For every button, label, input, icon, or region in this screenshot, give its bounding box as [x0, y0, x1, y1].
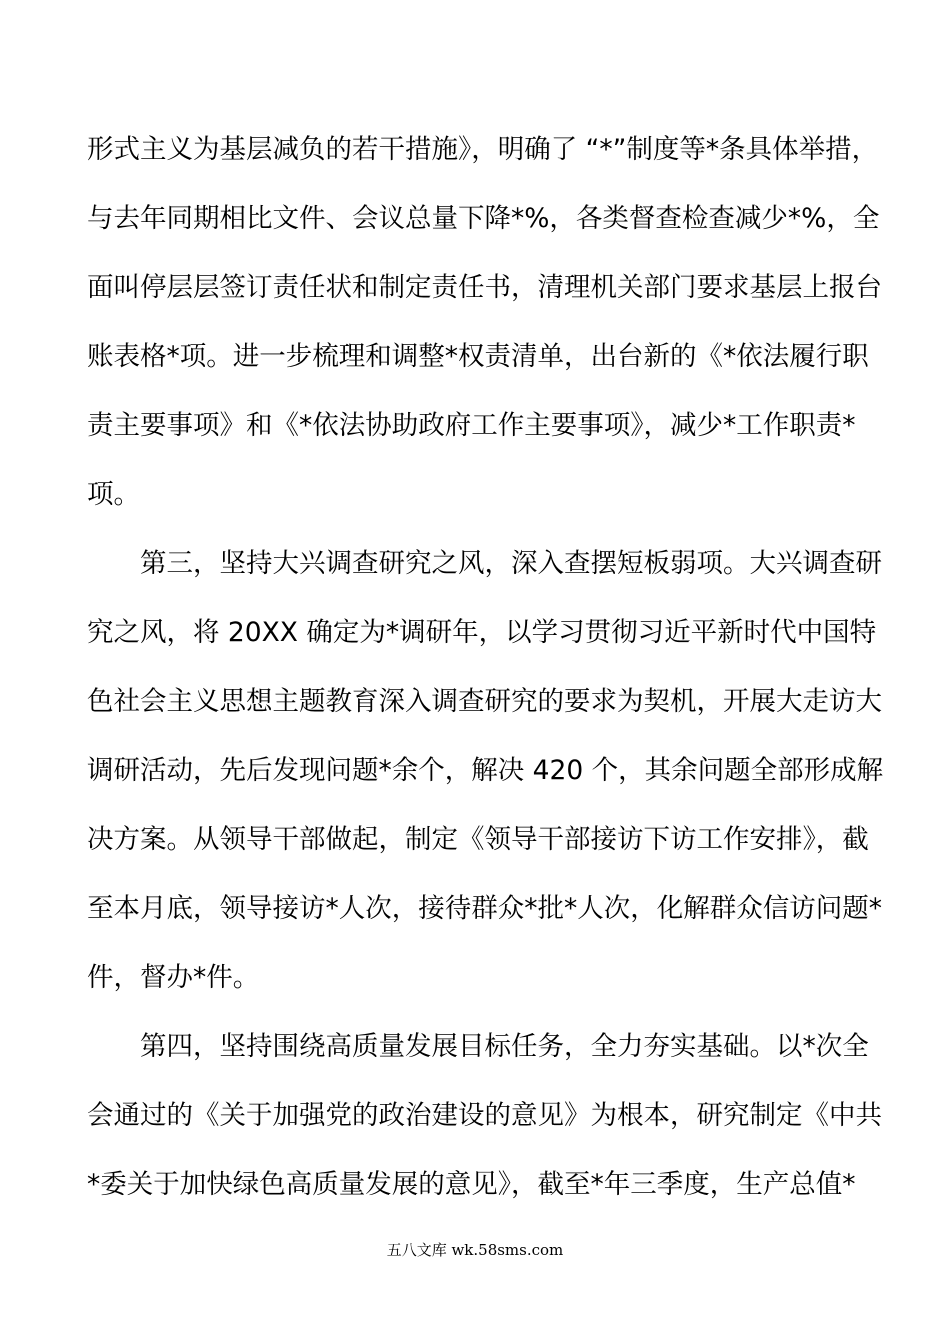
- text-line: 项。: [87, 479, 140, 510]
- document-body: [87, 125, 884, 1229]
- text-line: 会通过的《关于加强党的政治建设的意见》为根本，研究制定《中共: [87, 1100, 882, 1131]
- text-line: 与去年同期相比文件、会议总量下降*%，各类督查检查减少*%，全: [87, 203, 880, 234]
- text-line: 决方案。从领导干部做起，制定《领导干部接访下访工作安排》，截: [87, 824, 869, 855]
- text-line: 至本月底，领导接访*人次，接待群众*批*人次，化解群众信访问题*: [87, 893, 882, 924]
- text-line: 形式主义为基层减负的若干措施》，明确了 “*”制度等*条具体举措，: [87, 134, 879, 165]
- page-footer: 五八文库 wk.58sms.com: [386, 1241, 564, 1259]
- text-line: *委关于加快绿色高质量发展的意见》，截至*年三季度，生产总值*: [87, 1169, 856, 1200]
- paragraph-start-line: 第三，坚持大兴调查研究之风，深入查摆短板弱项。大兴调查研: [140, 548, 882, 579]
- text-line: 色社会主义思想主题教育深入调查研究的要求为契机，开展大走访大: [87, 686, 882, 717]
- text-line: 面叫停层层签订责任状和制定责任书，清理机关部门要求基层上报台: [87, 272, 882, 303]
- text-line: 账表格*项。进一步梳理和调整*权责清单，出台新的《*依法履行职: [87, 341, 869, 372]
- text-line: 件，督办*件。: [87, 962, 260, 993]
- text-line: 责主要事项》和《*依法协助政府工作主要事项》，减少*工作职责*: [87, 410, 856, 441]
- text-line: 究之风，将 20XX 确定为*调研年，以学习贯彻习近平新时代中国特: [87, 617, 877, 648]
- paragraph-start-line: 第四，坚持围绕高质量发展目标任务，全力夯实基础。以*次全: [140, 1031, 869, 1062]
- text-line: 调研活动，先后发现问题*余个，解决 420 个，其余问题全部形成解: [87, 755, 884, 786]
